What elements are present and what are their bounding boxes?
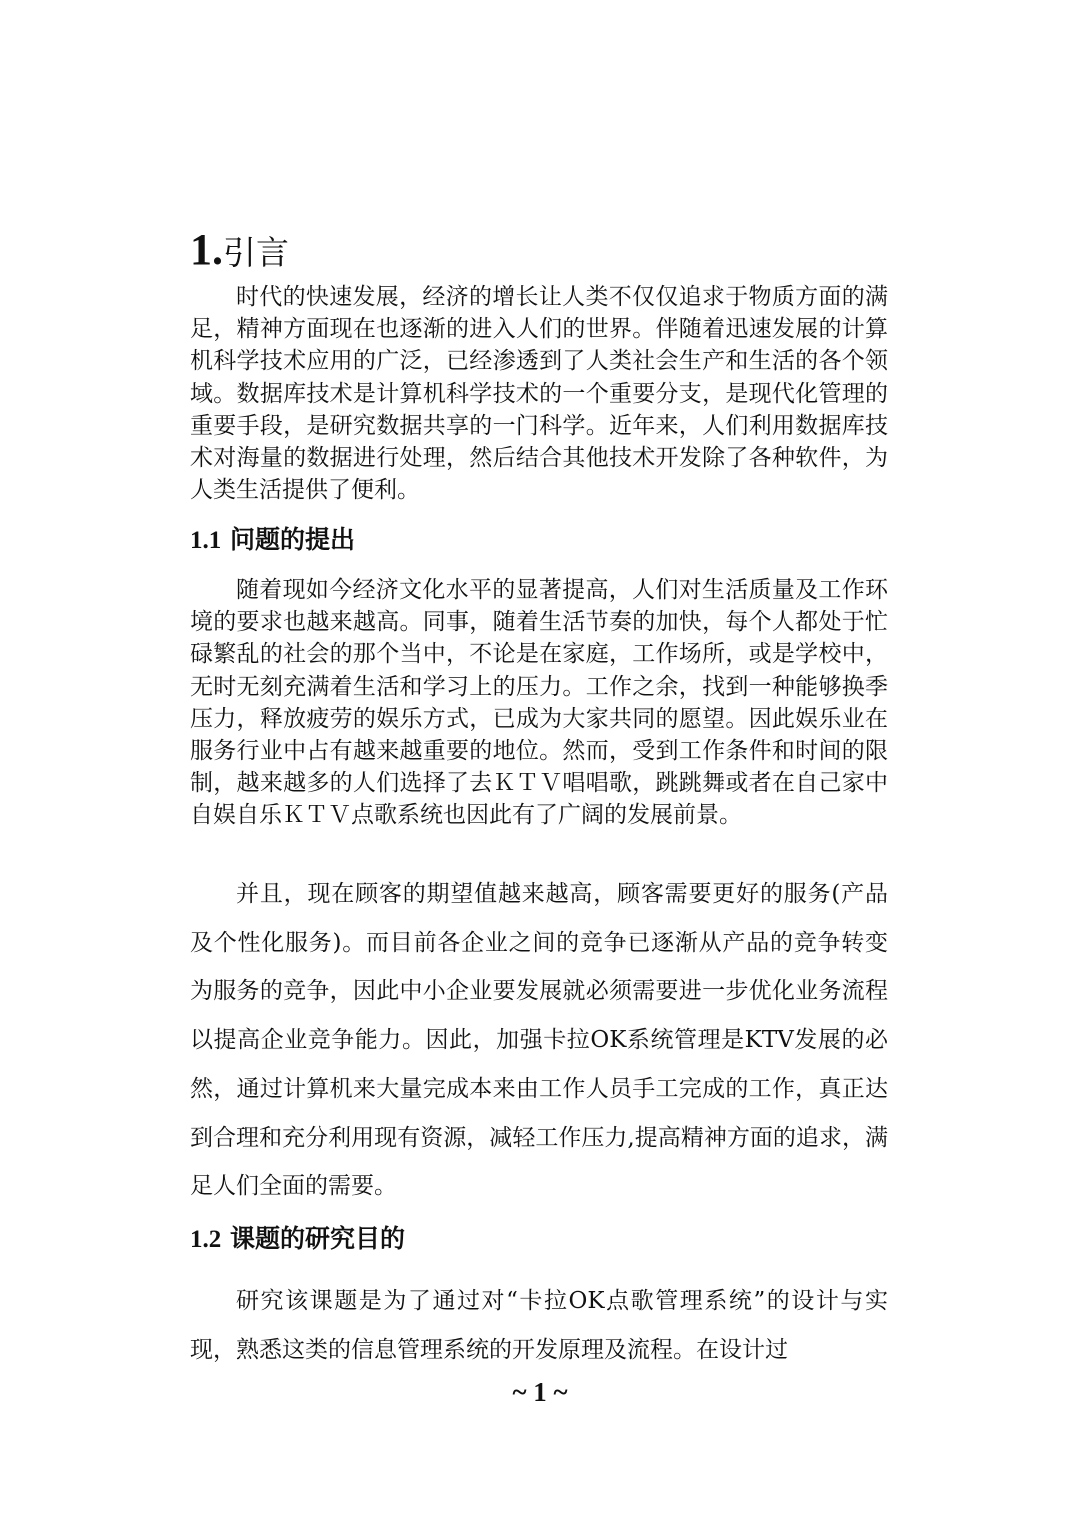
background-paragraph: 随着现如今经济文化水平的显著提高，人们对生活质量及工作环境的要求也越来越高。同事，随着生活节奏的加快，每个人都处于忙碌繁乱的社会的那个当中，不论是在家庭，工作场所，或是学校中，无时无刻充满着生活和学习上的压力。工作之余，找到一种能够换季压力，释放疲劳的娱乐方式，已成为大家共同的愿望。因此娱乐业在服务行业中占有越来越重要的地位。然而，受到工作条件和时间的限制，越来越多的人们选择了去ＫＴＶ唱唱歌，跳跳舞或者在自己家中自娱自乐ＫＴＶ点歌系统也因此有了广阔的发展前景。 (190, 577, 888, 829)
section-heading-1-2 (190, 1221, 405, 1258)
intro-paragraph: 时代的快速发展，经济的增长让人类不仅仅追求于物质方面的满足，精神方面现在也逐渐的进入人们的世界。伴随着迅速发展的计算机科学技术应用的广泛，已经渗透到了人类社会生产和生活的各个领域。数据库技术是计算机科学技术的一个重要分支，是现代化管理的重要手段，是研究数据共享的一门科学。近年来，人们利用数据库技术对海量的数据进行处理，然后结合其他技术开发除了各种软件，为人类生活提供了便利。 (190, 284, 888, 504)
chapter-heading (190, 222, 289, 278)
section-title: 课题的研究目的 (229, 1224, 405, 1253)
document-page (190, 0, 890, 1518)
page-number: ~ 1 ~ (512, 1377, 568, 1407)
section-number: 1.1 (190, 527, 222, 554)
purpose-paragraph: 研究该课题是为了通过对“卡拉OK点歌管理系统”的设计与实现，熟悉这类的信息管理系统的开发原理及流程。在设计过 (190, 1288, 888, 1363)
service-paragraph: 并且，现在顾客的期望值越来越高，顾客需要更好的服务(产品及个性化服务)。而目前各企业之间的竞争已逐渐从产品的竞争转变为服务的竞争，因此中小企业要发展就必须需要进一步优化业务流程以提高企业竞争能力。因此，加强卡拉OK系统管理是KTV发展的必然，通过计算机来大量完成本来由工作人员手工完成的工作，真正达到合理和充分利用现有资源，减轻工作压力,提高精神方面的追求，满足人们全面的需要。 (190, 881, 888, 1200)
chapter-title: 引言 (223, 233, 289, 272)
section-number: 1.2 (190, 1226, 222, 1253)
section-title: 问题的提出 (229, 525, 355, 554)
chapter-number: 1. (190, 225, 223, 274)
section-heading-1-1 (190, 522, 355, 559)
